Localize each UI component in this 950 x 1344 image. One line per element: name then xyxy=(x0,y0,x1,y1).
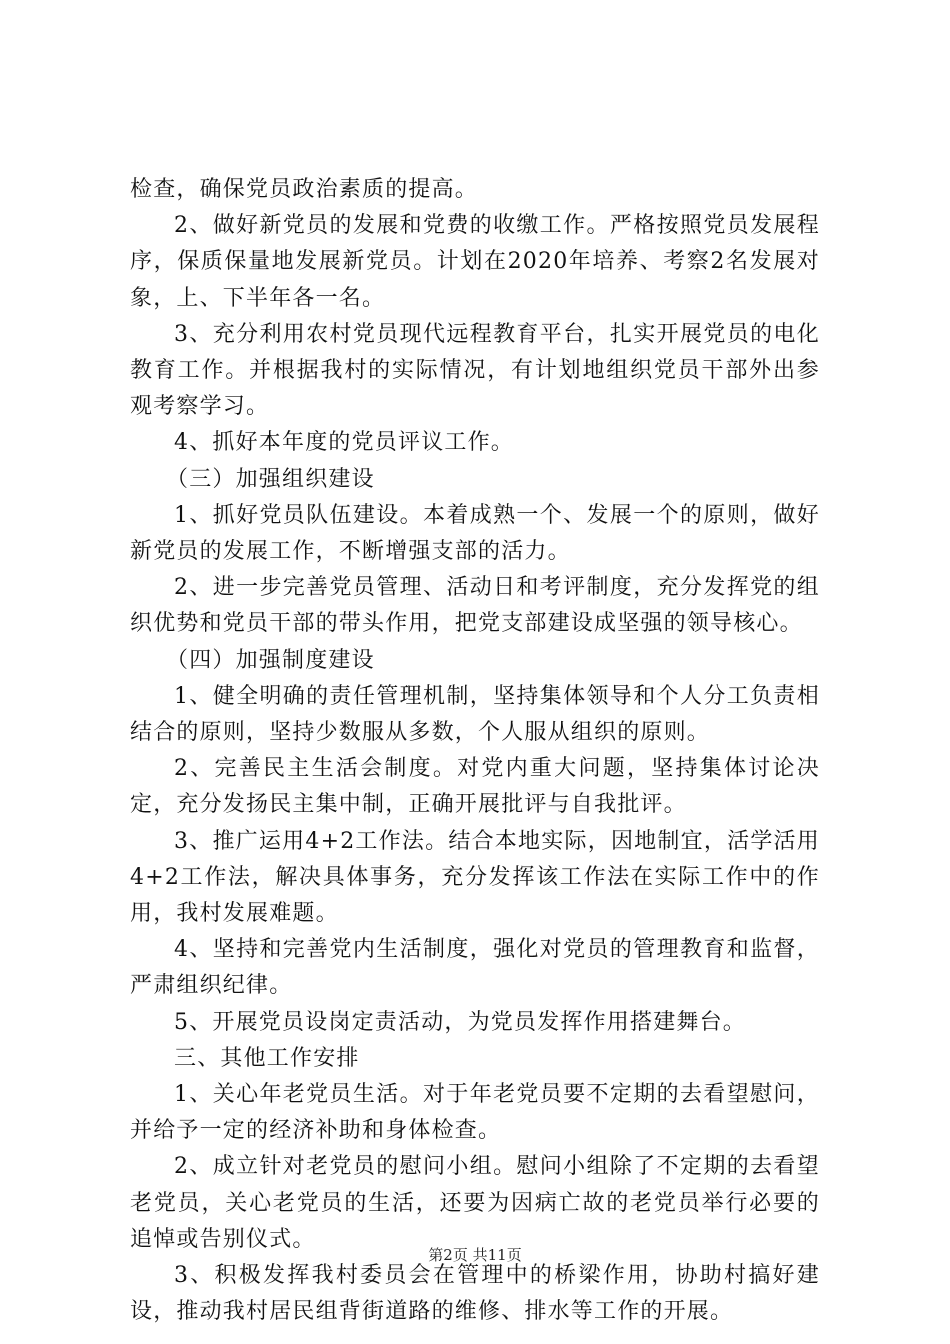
paragraph: 1、健全明确的责任管理机制，坚持集体领导和个人分工负责相结合的原则，坚持少数服从多数，个人服从组织的原则。 xyxy=(130,683,820,746)
paragraph: 检查，确保党员政治素质的提高。 xyxy=(130,177,479,202)
paragraph: 2、成立针对老党员的慰问小组。慰问小组除了不定期的去看望老党员，关心老党员的生活，还要为因病亡故的老党员举行必要的追悼或告别仪式。 xyxy=(130,1154,820,1252)
section-heading: （四）加强制度建设 xyxy=(166,647,375,673)
paragraph: 3、充分利用农村党员现代远程教育平台，扎实开展党员的电化教育工作。并根据我村的实际情况，有计划地组织党员干部外出参观考察学习。 xyxy=(130,321,820,420)
paragraph: 2、做好新党员的发展和党费的收缴工作。严格按照党员发展程序，保质保量地发展新党员。计划在2020年培养、考察2名发展对象，上、下半年各一名。 xyxy=(130,213,820,311)
paragraph: 5、开展党员设岗定责活动，为党员发挥作用搭建舞台。 xyxy=(174,1009,746,1035)
page-number-footer: 第2页 共11页 xyxy=(428,1246,522,1264)
paragraph: 4、坚持和完善党内生活制度，强化对党员的管理教育和监督，严肃组织纪律。 xyxy=(130,937,820,999)
document-body xyxy=(130,172,820,1331)
paragraph: 4、抓好本年度的党员评议工作。 xyxy=(174,430,514,456)
paragraph: 2、完善民主生活会制度。对党内重大问题，坚持集体讨论决定，充分发扬民主集中制，正确开展批评与自我批评。 xyxy=(130,756,820,818)
paragraph: 2、进一步完善党员管理、活动日和考评制度，充分发挥党的组织优势和党员干部的带头作用，把党支部建设成坚强的领导核心。 xyxy=(130,575,820,637)
paragraph: 1、抓好党员队伍建设。本着成熟一个、发展一个的原则，做好新党员的发展工作，不断增强支部的活力。 xyxy=(130,502,820,565)
paragraph: 1、关心年老党员生活。对于年老党员要不定期的去看望慰问，并给予一定的经济补助和身体检查。 xyxy=(130,1082,820,1144)
section-heading: （三）加强组织建设 xyxy=(166,466,375,492)
section-heading: 三、其他工作安排 xyxy=(174,1045,360,1071)
paragraph: 3、积极发挥我村委员会在管理中的桥梁作用，协助村搞好建设，推动我村居民组背街道路的维修、排水等工作的开展。 xyxy=(130,1263,820,1325)
paragraph: 3、推广运用4+2工作法。结合本地实际，因地制宜，活学活用4+2工作法，解决具体事务，充分发挥该工作法在实际工作中的作用，我村发展难题。 xyxy=(130,828,820,927)
